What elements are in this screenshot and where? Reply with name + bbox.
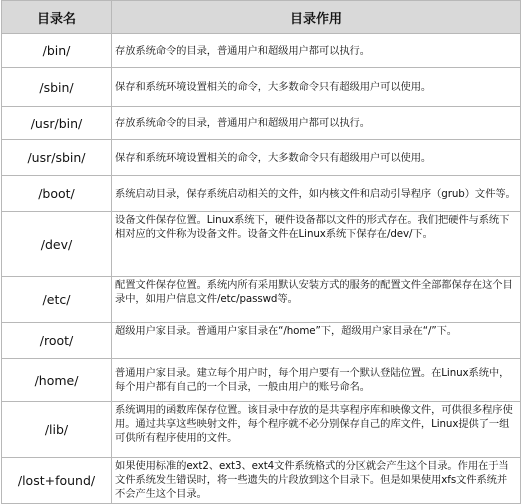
table-row [2,34,521,68]
directory-description: 超级用户家目录。普通用户家目录在“/home”下，超级用户家目录在“/”下。 [112,323,521,359]
directory-name: /home/ [2,359,112,402]
table-row [2,140,521,176]
directory-name: /sbin/ [2,68,112,107]
table-row [2,212,521,277]
directory-description: 保存和系统环境设置相关的命令，大多数命令只有超级用户可以使用。 [112,68,521,107]
table-row [2,176,521,212]
directory-name: /etc/ [2,277,112,323]
directory-description: 设备文件保存位置。Linux系统下，硬件设备都以文件的形式存在。我们把硬件与系统下相对应的文件称为设备文件。设备文件在Linux系统下保存在/dev/下。 [112,212,521,277]
table-row [2,323,521,359]
directory-name: /lost+found/ [2,458,112,504]
table-row [2,359,521,402]
directory-description: 系统启动目录，保存系统启动相关的文件，如内核文件和启动引导程序（grub）文件等。 [112,176,521,212]
directory-name: /lib/ [2,402,112,458]
directory-description: 存放系统命令的目录，普通用户和超级用户都可以执行。 [112,34,521,68]
directory-name: /usr/bin/ [2,107,112,140]
directory-description: 如果使用标准的ext2、ext3、ext4文件系统格式的分区就会产生这个目录。作用在于当文件系统发生错误时，将一些遗失的片段放到这个目录下。但是如果使用xfs文件系统并不会产生这个目录。 [112,458,521,504]
table-row [2,402,521,458]
table-row [2,277,521,323]
directory-description: 普通用户家目录。建立每个用户时，每个用户要有一个默认登陆位置。在Linux系统中，每个用户都有自己的一个目录，一般由用户的账号命名。 [112,359,521,402]
directory-table [1,0,521,504]
header-directory-purpose: 目录作用 [112,1,521,34]
table-header-row [2,1,521,34]
directory-description: 保存和系统环境设置相关的命令，大多数命令只有超级用户可以使用。 [112,140,521,176]
table-row [2,458,521,504]
directory-name: /usr/sbin/ [2,140,112,176]
header-directory-name: 目录名 [2,1,112,34]
directory-name: /bin/ [2,34,112,68]
table-row [2,68,521,107]
directory-name: /boot/ [2,176,112,212]
table-row [2,107,521,140]
directory-name: /dev/ [2,212,112,277]
directory-name: /root/ [2,323,112,359]
directory-description: 配置文件保存位置。系统内所有采用默认安装方式的服务的配置文件全部都保存在这个目录中，如用户信息文件/etc/passwd等。 [112,277,521,323]
directory-description: 系统调用的函数库保存位置。该目录中存放的是共享程序库和映像文件，可供很多程序使用。通过共享这些映射文件，每个程序就不必分别保存自己的库文件，Linux提供了一组可供所有程序使用的文件。 [112,402,521,458]
directory-description: 存放系统命令的目录，普通用户和超级用户都可以执行。 [112,107,521,140]
